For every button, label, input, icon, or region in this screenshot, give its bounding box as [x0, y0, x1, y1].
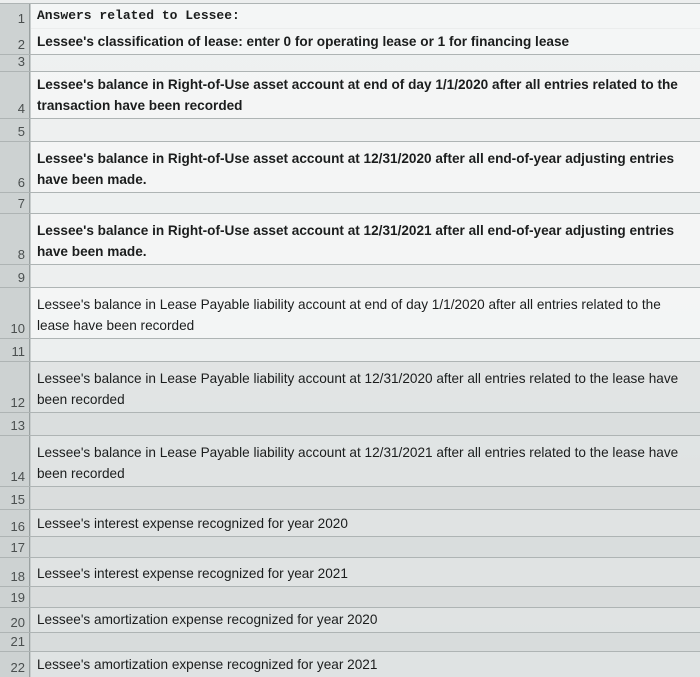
cell[interactable]	[30, 193, 700, 213]
sheet-row	[0, 119, 700, 142]
cell-text: Answers related to Lessee:	[37, 8, 240, 23]
row-number[interactable]: 22	[0, 652, 30, 677]
cell-text: Lessee's interest expense recognized for year 2020	[37, 516, 348, 531]
cell[interactable]	[30, 265, 700, 287]
cell[interactable]	[30, 28, 700, 54]
cell[interactable]	[30, 558, 700, 586]
sheet-row	[0, 142, 700, 193]
cell[interactable]	[30, 510, 700, 536]
cell-text: Lessee's balance in Lease Payable liability account at end of day 1/1/2020 after all entries related to the lease have been recorded	[37, 297, 661, 333]
row-number[interactable]: 21	[0, 633, 30, 651]
row-number[interactable]: 12	[0, 362, 30, 412]
cell[interactable]	[30, 72, 700, 118]
sheet-row	[0, 633, 700, 652]
sheet-row	[0, 413, 700, 436]
sheet-row	[0, 608, 700, 633]
sheet-row	[0, 510, 700, 537]
sheet-row	[0, 55, 700, 72]
cell[interactable]	[30, 4, 700, 28]
sheet-row	[0, 339, 700, 362]
row-number[interactable]: 18	[0, 558, 30, 586]
cell-text: Lessee's balance in Lease Payable liability account at 12/31/2021 after all entries related to the lease have been recorded	[37, 445, 679, 481]
row-number[interactable]: 15	[0, 487, 30, 509]
row-number[interactable]: 8	[0, 214, 30, 264]
cell[interactable]	[30, 413, 700, 435]
cell[interactable]	[30, 537, 700, 557]
cell[interactable]	[30, 142, 700, 192]
cell-text: Lessee's amortization expense recognized for year 2020	[37, 612, 378, 627]
sheet-row	[0, 193, 700, 214]
cell[interactable]	[30, 587, 700, 607]
cell[interactable]	[30, 633, 700, 651]
cell-text: Lessee's balance in Right-of-Use asset account at 12/31/2021 after all end-of-year adjusting entries have been made.	[37, 223, 675, 259]
cell[interactable]	[30, 55, 700, 71]
sheet-row	[0, 537, 700, 558]
row-number[interactable]: 14	[0, 436, 30, 486]
cell[interactable]	[30, 214, 700, 264]
row-number[interactable]: 2	[0, 28, 30, 54]
cell-text: Lessee's interest expense recognized for year 2021	[37, 566, 348, 581]
row-number[interactable]: 20	[0, 608, 30, 632]
row-number[interactable]: 9	[0, 265, 30, 287]
cell[interactable]	[30, 339, 700, 361]
sheet-row	[0, 28, 700, 55]
cell[interactable]	[30, 288, 700, 338]
sheet-row	[0, 3, 700, 29]
row-number[interactable]: 10	[0, 288, 30, 338]
cell-text: Lessee's amortization expense recognized for year 2021	[37, 657, 378, 672]
cell[interactable]	[30, 362, 700, 412]
sheet-row	[0, 652, 700, 677]
row-number[interactable]: 7	[0, 193, 30, 213]
row-number[interactable]: 6	[0, 142, 30, 192]
sheet-row	[0, 587, 700, 608]
sheet-row	[0, 265, 700, 288]
cell-text: Lessee's balance in Lease Payable liability account at 12/31/2020 after all entries related to the lease have been recorded	[37, 371, 679, 407]
sheet-row	[0, 288, 700, 339]
row-number[interactable]: 11	[0, 339, 30, 361]
sheet-row	[0, 436, 700, 487]
row-number[interactable]: 16	[0, 510, 30, 536]
cell[interactable]	[30, 608, 700, 632]
cell[interactable]	[30, 119, 700, 141]
cell[interactable]	[30, 487, 700, 509]
row-number[interactable]: 19	[0, 587, 30, 607]
row-number[interactable]: 3	[0, 55, 30, 71]
sheet-row	[0, 558, 700, 587]
row-number[interactable]: 5	[0, 119, 30, 141]
sheet-row	[0, 214, 700, 265]
sheet-row	[0, 487, 700, 510]
cell-text: Lessee's balance in Right-of-Use asset account at end of day 1/1/2020 after all entries related to the transaction have been recorded	[37, 77, 678, 113]
row-number[interactable]: 4	[0, 72, 30, 118]
sheet-row	[0, 362, 700, 413]
row-number[interactable]: 17	[0, 537, 30, 557]
row-number[interactable]: 1	[0, 4, 30, 28]
cell[interactable]	[30, 652, 700, 677]
sheet-row	[0, 72, 700, 119]
row-number[interactable]: 13	[0, 413, 30, 435]
cell-text: Lessee's balance in Right-of-Use asset account at 12/31/2020 after all end-of-year adjusting entries have been made.	[37, 151, 675, 187]
cell-text: Lessee's classification of lease: enter 0 for operating lease or 1 for financing lease	[37, 34, 570, 49]
cell[interactable]	[30, 436, 700, 486]
